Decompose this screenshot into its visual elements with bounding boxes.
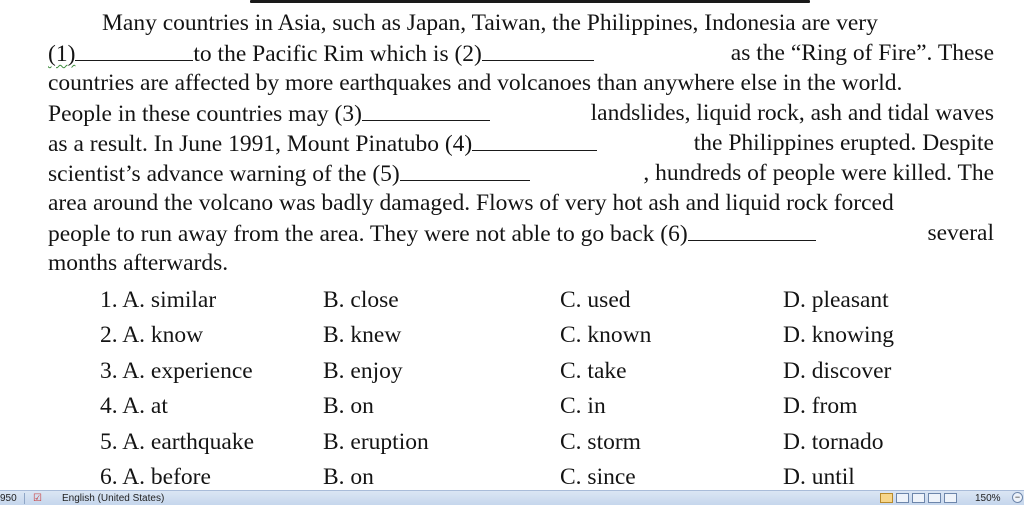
option-b[interactable]: B. on <box>323 393 374 420</box>
option-a[interactable]: 2. A. know <box>100 322 204 349</box>
option-d[interactable]: D. from <box>783 393 858 420</box>
language-indicator[interactable]: English (United States) <box>62 493 165 504</box>
word-count[interactable]: 950 <box>0 493 17 504</box>
passage-line <box>48 38 994 68</box>
answer-blank-3[interactable] <box>362 98 490 121</box>
zoom-out-icon[interactable]: − <box>1012 492 1023 503</box>
passage-text: , hundreds of people were killed. The <box>643 160 994 186</box>
answer-blank-1[interactable] <box>75 38 193 61</box>
passage-text: several <box>927 220 994 246</box>
cropped-previous-line <box>250 0 810 3</box>
answer-options <box>0 283 1024 495</box>
answer-blank-5[interactable] <box>400 158 530 181</box>
question-row <box>0 318 1024 353</box>
passage-line <box>48 158 994 188</box>
question-row <box>0 389 1024 424</box>
outline-icon[interactable] <box>928 493 941 503</box>
status-divider <box>24 493 25 504</box>
option-d[interactable]: D. until <box>783 463 855 490</box>
option-b[interactable]: B. enjoy <box>323 357 403 384</box>
question-row <box>0 354 1024 389</box>
passage-line <box>48 128 994 158</box>
answer-blank-2[interactable] <box>482 38 594 61</box>
option-a[interactable]: 4. A. at <box>100 393 168 420</box>
passage-text: landslides, liquid rock, ash and tidal waves <box>590 100 994 126</box>
passage-text: Many countries in Asia, such as Japan, Taiwan, the Philippines, Indonesia are very <box>102 10 878 36</box>
option-a[interactable]: 1. A. similar <box>100 287 217 313</box>
full-screen-reading-icon[interactable] <box>896 493 909 503</box>
option-d[interactable]: D. knowing <box>783 322 894 349</box>
passage-text: People in these countries may (3) <box>48 101 362 127</box>
option-b[interactable]: B. close <box>323 287 399 313</box>
passage-segment <box>48 128 597 158</box>
passage-segment <box>48 98 490 128</box>
question-row <box>0 283 1024 318</box>
option-d[interactable]: D. pleasant <box>783 287 889 313</box>
passage-line <box>48 188 994 218</box>
option-c[interactable]: C. storm <box>560 428 641 455</box>
print-layout-icon[interactable] <box>880 493 893 503</box>
passage-text: months afterwards. <box>48 250 229 276</box>
proofing-check-icon[interactable]: ☑ <box>33 493 42 504</box>
passage-line <box>48 68 994 98</box>
option-a[interactable]: 3. A. experience <box>100 357 253 384</box>
blank-marker: (1) <box>48 41 76 67</box>
passage-line <box>48 248 994 278</box>
passage-text: people to run away from the area. They were not able to go back (6) <box>48 221 688 247</box>
option-d[interactable]: D. tornado <box>783 428 884 455</box>
passage-line <box>48 8 994 38</box>
option-b[interactable]: B. eruption <box>323 428 429 455</box>
web-layout-icon[interactable] <box>912 493 925 503</box>
answer-blank-6[interactable] <box>688 218 816 241</box>
option-c[interactable]: C. in <box>560 393 606 420</box>
passage-text: as a result. In June 1991, Mount Pinatubo (4) <box>48 131 473 157</box>
passage-text: as the “Ring of Fire”. These <box>730 40 994 66</box>
passage-text: scientist’s advance warning of the (5) <box>48 161 400 187</box>
option-c[interactable]: C. known <box>560 322 652 349</box>
option-b[interactable]: B. knew <box>323 322 402 349</box>
question-row <box>0 425 1024 460</box>
passage-segment <box>48 38 594 68</box>
option-a[interactable]: 5. A. earthquake <box>100 428 255 455</box>
reading-passage[interactable] <box>48 8 994 278</box>
option-c[interactable]: C. take <box>560 357 627 384</box>
passage-text: area around the volcano was badly damaged. Flows of very hot ash and liquid rock forced <box>48 190 894 216</box>
view-switcher <box>880 493 957 504</box>
option-c[interactable]: C. used <box>560 287 631 313</box>
passage-text: the Philippines erupted. Despite <box>693 130 994 156</box>
answer-blank-4[interactable] <box>472 128 597 151</box>
option-b[interactable]: B. on <box>323 463 374 490</box>
passage-line <box>48 98 994 128</box>
passage-segment <box>48 158 530 188</box>
option-d[interactable]: D. discover <box>783 357 892 384</box>
option-c[interactable]: C. since <box>560 463 636 490</box>
passage-text: countries are affected by more earthquakes and volcanoes than anywhere else in the world. <box>48 70 903 96</box>
option-a[interactable]: 6. A. before <box>100 463 211 490</box>
passage-line <box>48 218 994 248</box>
passage-segment <box>48 218 816 248</box>
draft-icon[interactable] <box>944 493 957 503</box>
zoom-level[interactable]: 150% <box>975 493 1001 504</box>
passage-text: to the Pacific Rim which is (2) <box>193 41 482 67</box>
status-bar <box>0 490 1024 505</box>
